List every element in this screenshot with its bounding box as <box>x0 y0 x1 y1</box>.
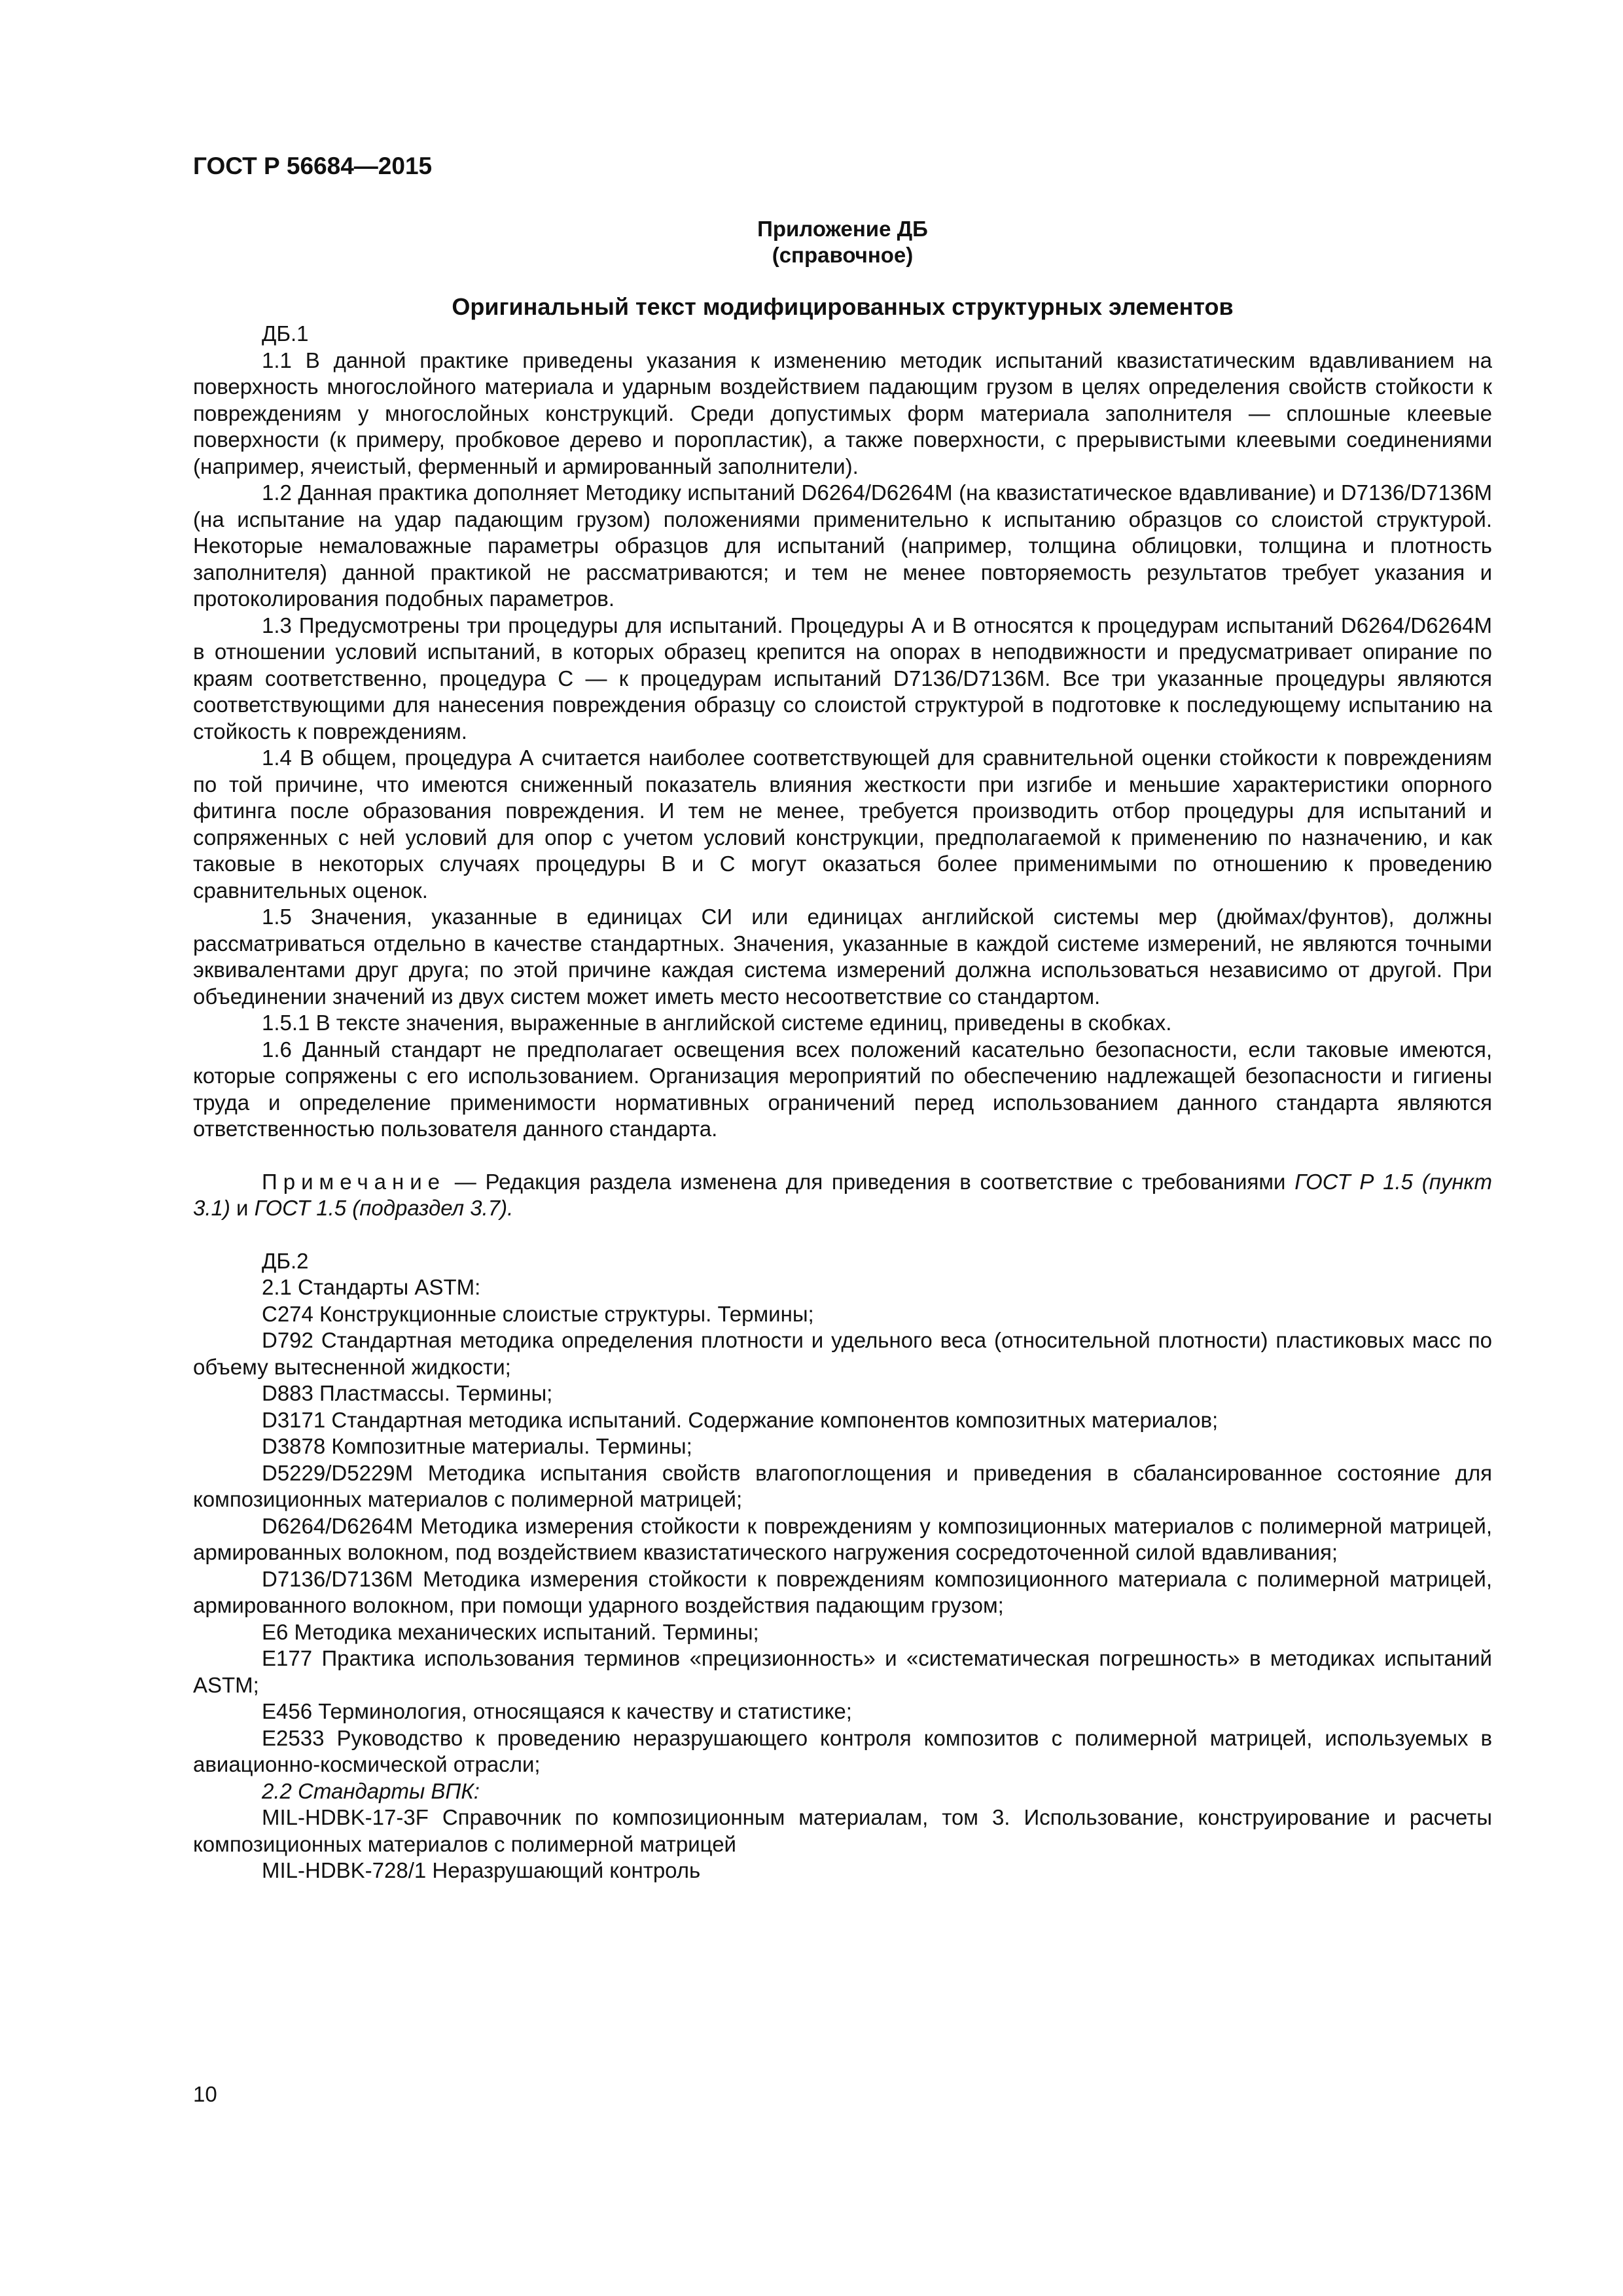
astm-item: C274 Конструкционные слоистые структуры. Термины; <box>262 1301 814 1326</box>
paragraph-1-4: 1.4 В общем, процедура А считается наиболее соответствующей для сравнительной оценки стойкости к повреждениям по той причине, что имеются сниженный показатель влияния жесткости при изгибе и меньшие характеристики опорного фитинга после образования повреждения. И тем не менее, требуется производить отбор процедуры для испытаний и сопряженных с ней условий для опор с учетом условий конструкции, предполагаемой к применению по назначению, и как таковые в некоторых случаях процедуры В и С могут оказаться более применимыми по отношению к проведению сравнительных оценок. <box>193 745 1492 903</box>
note-text: — Редакция раздела изменена для приведения в соответствие с требованиями <box>446 1169 1295 1194</box>
astm-item: D6264/D6264M Методика измерения стойкости к повреждениям у композиционных материалов с полимерной матрицей, армированных волокном, под воздействием квазистатического нагружения сосредоточенной силой вдавливания; <box>193 1513 1492 1564</box>
paragraph-1-2: 1.2 Данная практика дополняет Методику испытаний D6264/D6264M (на квазистатическое вдавливание) и D7136/D7136M (на испытание на удар падающим грузом) положениями применительно к испытанию образцов со слоистой структурой. Некоторые немаловажные параметры образцов для испытаний (например, толщина облицовки, толщина и плотность заполнителя) данной практикой не рассматриваются; и тем не менее повторяемость результатов требует указания и протоколирования подобных параметров. <box>193 480 1492 611</box>
vpk-subtitle: 2.2 Стандарты ВПК: <box>262 1778 480 1803</box>
astm-item: E2533 Руководство к проведению неразрушающего контроля композитов с полимерной матрицей, используемых в авиационно-космической отрасли; <box>193 1725 1492 1776</box>
document-page <box>193 152 1492 1884</box>
astm-item: D5229/D5229M Методика испытания свойств влагопоглощения и приведения в сбалансированное состояние для композиционных материалов с полимерной матрицей; <box>193 1460 1492 1511</box>
note-ref-2: ГОСТ 1.5 (подраздел 3.7). <box>254 1196 514 1220</box>
astm-item: E456 Терминология, относящаяся к качеству и статистике; <box>262 1699 852 1723</box>
note-conj: и <box>230 1196 255 1220</box>
vpk-item: MIL-HDBK-728/1 Неразрушающий контроль <box>262 1858 701 1882</box>
astm-item: D3171 Стандартная методика испытаний. Содержание компонентов композитных материалов; <box>262 1407 1219 1432</box>
note-ref-1: ГОСТ Р 1.5 (пункт 3.1) <box>193 1169 1492 1220</box>
db2-label: ДБ.2 <box>262 1248 309 1273</box>
section-title: Оригинальный текст модифицированных структурных элементов <box>452 293 1234 320</box>
vpk-item: MIL-HDBK-17-3F Справочник по композиционным материалам, том 3. Использование, конструирование и расчеты композиционных материалов с полимерной матрицей <box>193 1805 1492 1856</box>
note <box>193 1169 1492 1222</box>
paragraph-1-3: 1.3 Предусмотрены три процедуры для испытаний. Процедуры А и В относятся к процедурам испытаний D6264/D6264M в отношении условий испытаний, в которых образец крепится на опорах в неподвижности и предусматривает опирание по краям соответственно, процедура С — к процедурам испытаний D7136/D7136M. Все три указанные процедуры являются соответствующими для нанесения повреждения образцу со слоистой структурой в подготовке к последующему испытанию на стойкость к повреждениям. <box>193 613 1492 744</box>
astm-item: D883 Пластмассы. Термины; <box>262 1381 553 1405</box>
paragraph-1-5: 1.5 Значения, указанные в единицах СИ или единицах английской системы мер (дюймах/фунтов), должны рассматриваться отдельно в качестве стандартных. Значения, указанные в каждой системе измерений, не являются точными эквивалентами друг друга; по этой причине каждая система измерений должна использоваться независимо от другой. При объединении значений из двух систем может иметь место несоответствие со стандартом. <box>193 905 1492 1009</box>
paragraph-1-1: 1.1 В данной практике приведены указания к изменению методик испытаний квазистатическим вдавливанием на поверхность многослойного материала и ударным воздействием падающим грузом в целях определения свойств стойкости к повреждениям у многослойных конструкций. Среди допустимых форм материала заполнителя — сплошные клеевые поверхности (к примеру, пробковое дерево и поропластик), а также поверхности, с прерывистыми клеевыми соединениями (например, ячеистый, ферменный и армированный заполнители). <box>193 348 1492 478</box>
note-label: Примечание <box>262 1169 446 1194</box>
paragraph-1-6: 1.6 Данный стандарт не предполагает освещения всех положений касательно безопасности, если таковые имеются, которые сопряжены с его использованием. Организация мероприятий по обеспечению надлежащей безопасности и гигиены труда и определение применимости нормативных ограничений перед использованием данного стандарта являются ответственностью пользователя данного стандарта. <box>193 1037 1492 1141</box>
paragraph-1-5-1: 1.5.1 В тексте значения, выраженные в английской системе единиц, приведены в скобках. <box>262 1011 1172 1035</box>
appendix-title: Приложение ДБ <box>757 217 928 241</box>
astm-item: D3878 Композитные материалы. Термины; <box>262 1434 692 1458</box>
db1-label: ДБ.1 <box>262 321 309 346</box>
astm-item: E6 Методика механических испытаний. Термины; <box>262 1619 759 1644</box>
page-number: 10 <box>193 2082 217 2106</box>
document-header: ГОСТ Р 56684—2015 <box>193 152 433 179</box>
astm-subtitle: 2.1 Стандарты ASTM: <box>262 1275 481 1299</box>
appendix-subtitle: (справочное) <box>772 243 914 267</box>
astm-item: D792 Стандартная методика определения плотности и удельного веса (относительной плотности) пластиковых масс по объему вытесненной жидкости; <box>193 1328 1492 1379</box>
astm-item: D7136/D7136M Методика измерения стойкости к повреждениям композиционного материала с полимерной матрицей, армированного волокном, при помощи ударного воздействия падающим грузом; <box>193 1566 1492 1617</box>
astm-item: E177 Практика использования терминов «прецизионность» и «систематическая погрешность» в методиках испытаний ASTM; <box>193 1646 1492 1697</box>
